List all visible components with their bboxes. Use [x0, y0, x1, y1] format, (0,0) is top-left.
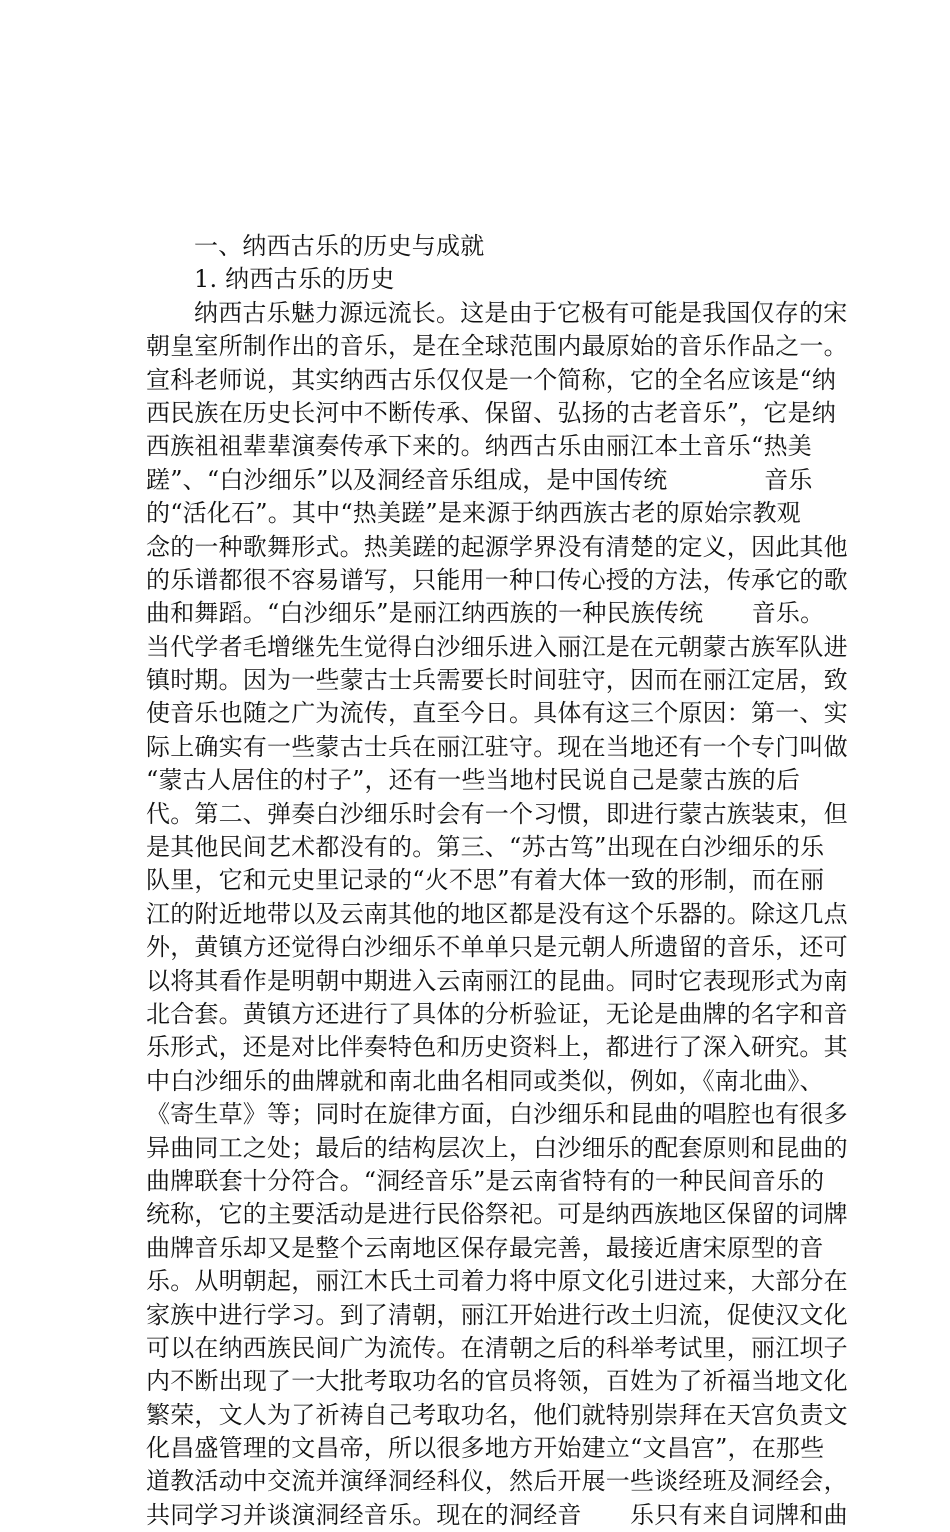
body-line: 曲和舞蹈。“白沙细乐”是丽江纳西族的一种民族传统 音乐。	[146, 599, 825, 628]
body-line: 的乐谱都很不容易谱写，只能用一种口传心授的方法，传承它的歌	[146, 565, 848, 594]
body-line: 化昌盛管理的文昌帝，所以很多地方开始建立“文昌宫”，在那些	[146, 1434, 825, 1463]
body-line: 使音乐也随之广为流传，直至今日。具体有这三个原因：第一、实	[146, 699, 848, 728]
body-line: 西民族在历史长河中不断传承、保留、弘扬的古老音乐”，它是纳	[146, 398, 837, 427]
section-heading: 一、纳西古乐的历史与成就	[194, 232, 485, 260]
body-line: 中白沙细乐的曲牌就和南北曲名相同或类似，例如，《南北曲》、	[146, 1066, 824, 1095]
body-line: 曲牌联套十分符合。“洞经音乐”是云南省特有的一种民间音乐的	[146, 1166, 825, 1195]
body-line: 当代学者毛增继先生觉得白沙细乐进入丽江是在元朝蒙古族军队进	[146, 632, 848, 661]
body-line: 北合套。黄镇方还进行了具体的分析验证，无论是曲牌的名字和音	[146, 999, 848, 1028]
body-line: 繁荣，文人为了祈祷自己考取功名，他们就特别崇拜在天宫负责文	[146, 1400, 848, 1429]
body-line: 队里，它和元史里记录的“火不思”有着大体一致的形制，而在丽	[146, 866, 825, 895]
body-line: 以将其看作是明朝中期进入云南丽江的昆曲。同时它表现形式为南	[146, 966, 848, 995]
body-line: 内不断出现了一大批考取功名的官员将领，百姓为了祈福当地文化	[146, 1367, 848, 1396]
body-line: 外，黄镇方还觉得白沙细乐不单单只是元朝人所遗留的音乐，还可	[146, 933, 848, 962]
body-line: 镇时期。因为一些蒙古士兵需要长时间驻守，因而在丽江定居，致	[146, 666, 848, 695]
body-line: 《寄生草》等；同时在旋律方面，白沙细乐和昆曲的唱腔也有很多	[146, 1100, 848, 1129]
body-line: 乐。从明朝起，丽江木氏土司着力将中原文化引进过来，大部分在	[146, 1267, 848, 1296]
document-text-block	[146, 230, 848, 1532]
body-line: 道教活动中交流并演绎洞经科仪，然后开展一些谈经班及洞经会，	[146, 1467, 848, 1496]
body-line: 的“活化石”。其中“热美蹉”是来源于纳西族古老的原始宗教观	[146, 499, 801, 528]
body-line: 家族中进行学习。到了清朝，丽江开始进行改土归流，促使汉文化	[146, 1300, 848, 1329]
body-line: 统称，它的主要活动是进行民俗祭祀。可是纳西族地区保留的词牌	[146, 1200, 848, 1229]
body-line: 际上确实有一些蒙古士兵在丽江驻守。现在当地还有一个专门叫做	[146, 732, 848, 761]
body-line: 朝皇室所制作出的音乐，是在全球范围内最原始的音乐作品之一。	[146, 332, 848, 361]
body-paragraph	[146, 297, 848, 1532]
body-line: 是其他民间艺术都没有的。第三、“苏古笃”出现在白沙细乐的乐	[146, 833, 825, 862]
body-line: 纳西古乐魅力源远流长。这是由于它极有可能是我国仅存的宋	[194, 298, 848, 327]
body-line: 曲牌音乐却又是整个云南地区保存最完善，最接近唐宋原型的音	[146, 1233, 824, 1262]
body-line: 代。第二、弹奏白沙细乐时会有一个习惯，即进行蒙古族装束，但	[146, 799, 848, 828]
body-line: 可以在纳西族民间广为流传。在清朝之后的科举考试里，丽江坝子	[146, 1333, 848, 1362]
body-line: 乐形式，还是对比伴奏特色和历史资料上，都进行了深入研究。其	[146, 1033, 848, 1062]
body-line: 共同学习并谈演洞经音乐。现在的洞经音 乐只有来自词牌和曲	[146, 1500, 848, 1529]
body-line: 异曲同工之处；最后的结构层次上，白沙细乐的配套原则和昆曲的	[146, 1133, 848, 1162]
body-line: 江的附近地带以及云南其他的地区都是没有这个乐器的。除这几点	[146, 899, 848, 928]
body-line: 宣科老师说，其实纳西古乐仅仅是一个简称，它的全名应该是“纳	[146, 365, 837, 394]
body-line: “蒙古人居住的村子”，还有一些当地村民说自己是蒙古族的后	[146, 766, 801, 795]
subsection-heading: 1. 纳西古乐的历史	[194, 265, 395, 294]
body-line: 蹉”、“白沙细乐”以及洞经音乐组成，是中国传统 音乐	[146, 465, 813, 494]
body-line: 念的一种歌舞形式。热美蹉的起源学界没有清楚的定义，因此其他	[146, 532, 848, 561]
body-line: 西族祖祖辈辈演奏传承下来的。纳西古乐由丽江本土音乐“热美	[146, 432, 812, 461]
